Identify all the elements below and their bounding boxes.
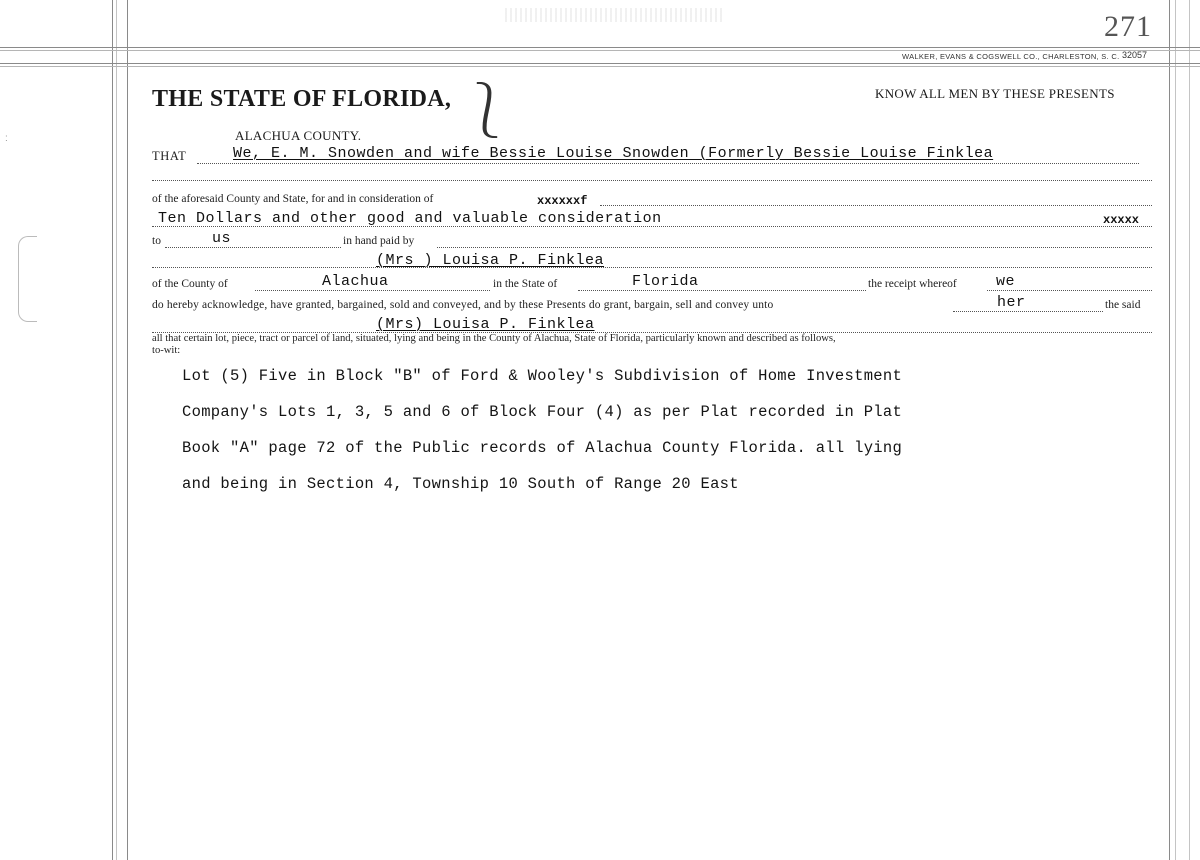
top-rule-inner — [0, 50, 1200, 51]
legal-description-line: Lot (5) Five in Block "B" of Ford & Wooley's Subdivision of Home Investment — [182, 367, 903, 385]
left-margin-line-inner — [116, 0, 117, 860]
dotted-line — [152, 267, 1152, 268]
land-label: all that certain lot, piece, tract or parcel of land, situated, lying and being in the County of Alachua, State of Florida, particularly known and described as follows, — [152, 333, 836, 344]
state-field: Florida — [632, 273, 699, 290]
page-number: 271 — [1104, 10, 1152, 43]
state-title: THE STATE OF FLORIDA, — [152, 86, 452, 112]
consideration-strikeout: xxxxxxf — [537, 194, 588, 208]
acknowledge-label: do hereby acknowledge, have granted, bargained, sold and conveyed, and by these Presents do grant, bargain, sell and convey unto — [152, 299, 774, 311]
unto-field: her — [997, 294, 1026, 311]
right-edge-line-outer — [1189, 0, 1190, 860]
dotted-line — [437, 247, 1152, 248]
dotted-line — [255, 290, 490, 291]
dotted-line — [578, 290, 866, 291]
county-label: of the County of — [152, 278, 228, 290]
margin-mark: : — [5, 133, 8, 144]
paper-scuff — [505, 8, 725, 22]
dotted-line — [152, 180, 1152, 181]
state-label: in the State of — [493, 278, 558, 290]
said-label: the said — [1105, 299, 1141, 311]
form-code: 32057 — [1122, 50, 1148, 60]
to-field: us — [212, 230, 232, 247]
content-right-line — [1169, 0, 1170, 860]
paid-by-label: in hand paid by — [343, 235, 415, 247]
header-rule-inner — [0, 66, 1200, 67]
that-label: THAT — [152, 149, 187, 163]
consideration-field: Ten Dollars and other good and valuable consideration — [158, 210, 662, 227]
dotted-line — [165, 247, 341, 248]
top-rule — [0, 47, 1200, 48]
to-wit-label: to-wit: — [152, 345, 181, 356]
receipt-field: we — [996, 273, 1016, 290]
header-rule — [0, 63, 1200, 64]
dotted-line — [600, 205, 1152, 206]
dotted-line — [197, 163, 1139, 164]
county-heading: ALACHUA COUNTY. — [235, 128, 362, 143]
printer-imprint: WALKER, EVANS & COGSWELL CO., CHARLESTON, S. C. — [902, 52, 1120, 61]
left-margin-line — [112, 0, 113, 860]
county-field: Alachua — [322, 273, 389, 290]
legal-description-line: Company's Lots 1, 3, 5 and 6 of Block Four (4) as per Plat recorded in Plat — [182, 403, 903, 421]
consideration-label: of the aforesaid County and State, for and in consideration of — [152, 193, 434, 205]
dotted-line — [987, 290, 1152, 291]
to-label: to — [152, 235, 161, 247]
legal-description-line: and being in Section 4, Township 10 South of Range 20 East — [182, 475, 739, 493]
grantee-field: (Mrs ) Louisa P. Finklea — [376, 252, 605, 269]
content-left-line — [127, 0, 128, 860]
grantors-field: We, E. M. Snowden and wife Bessie Louise Snowden (Formerly Bessie Louise Finklea — [233, 145, 994, 162]
consideration-strikeout-end: xxxxx — [1103, 213, 1140, 227]
dotted-line — [953, 311, 1103, 312]
county-brace: ⎱ — [460, 79, 514, 142]
know-all-men-heading: KNOW ALL MEN BY THESE PRESENTS — [875, 86, 1115, 101]
receipt-label: the receipt whereof — [868, 278, 957, 290]
right-edge-line — [1175, 0, 1176, 860]
grantee-repeat-field: (Mrs) Louisa P. Finklea — [376, 316, 595, 333]
margin-bracket — [18, 236, 37, 322]
legal-description-line: Book "A" page 72 of the Public records of Alachua County Florida. all lying — [182, 439, 903, 457]
